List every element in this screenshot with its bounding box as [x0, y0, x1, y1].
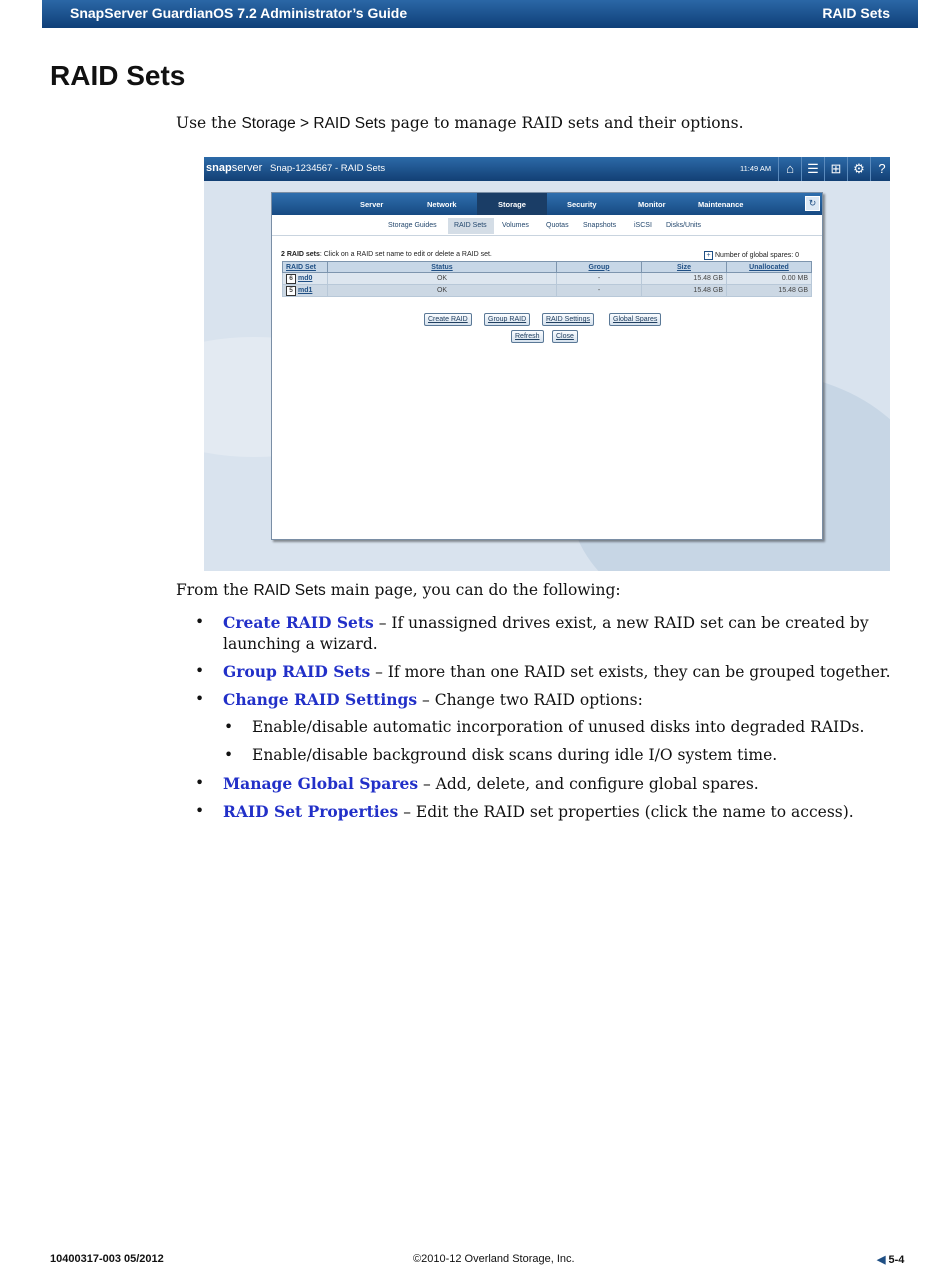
bullet-dot: •: [195, 774, 205, 792]
raid-name-link[interactable]: md0: [298, 274, 313, 282]
clock: 11:49 AM: [740, 164, 772, 173]
logo-rest: server: [231, 162, 263, 174]
raid-sets-window: [271, 192, 823, 540]
bullet-dot: •: [195, 662, 205, 680]
help-icon[interactable]: ?: [870, 157, 890, 181]
raid-sets-screenshot: [204, 157, 890, 571]
nav-network[interactable]: Network: [427, 200, 457, 209]
create-raid-button[interactable]: Create RAID: [424, 313, 472, 326]
header-section: RAID Sets: [822, 5, 890, 21]
bullet-text: – If more than one RAID set exists, they can be grouped together.: [370, 663, 891, 681]
table-header: [283, 262, 812, 273]
sub-bullet-disk-scans: [224, 745, 778, 766]
home-icon[interactable]: ⌂: [778, 157, 801, 181]
bullet-text: – Change two RAID options:: [417, 691, 643, 709]
subnav-snapshots[interactable]: Snapshots: [583, 222, 617, 229]
gear-icon[interactable]: ⚙: [847, 157, 870, 181]
intro-paragraph: [176, 114, 744, 133]
raid-level-icon: 5: [286, 286, 296, 296]
sub-bullet-auto-incorporation: [224, 717, 865, 738]
bullet-text: – Add, delete, and configure global spares.: [418, 775, 759, 793]
from-raid-sets: RAID Sets: [253, 582, 326, 599]
bullet-dot: •: [224, 718, 234, 736]
bullet-text: Enable/disable automatic incorporation of unused disks into degraded RAIDs.: [252, 718, 865, 736]
server-icon[interactable]: ☰: [801, 157, 824, 181]
row-status: OK: [328, 273, 557, 285]
snapserver-logo: [206, 162, 262, 174]
nav-monitor[interactable]: Monitor: [638, 200, 666, 209]
window-title: Snap-1234567 - RAID Sets: [270, 163, 386, 174]
page-header: [42, 0, 918, 28]
nav-storage[interactable]: Storage: [498, 200, 526, 209]
close-button[interactable]: Close: [552, 330, 578, 343]
network-icon[interactable]: ⊞: [824, 157, 847, 181]
nav-security[interactable]: Security: [567, 200, 597, 209]
row-unallocated: 15.48 GB: [727, 285, 812, 297]
intro-pre: Use the: [176, 114, 242, 132]
subnav-iscsi[interactable]: iSCSI: [634, 222, 652, 229]
group-raid-link[interactable]: Group RAID Sets: [223, 662, 371, 681]
create-raid-link[interactable]: Create RAID Sets: [223, 613, 374, 632]
bullet-dot: •: [195, 613, 205, 631]
prev-page-icon[interactable]: ◀: [877, 1254, 886, 1266]
raid-count-bold: 2 RAID sets: [281, 251, 320, 258]
global-spares-count[interactable]: [704, 251, 799, 260]
row-status: OK: [328, 285, 557, 297]
bullet-dot: •: [224, 746, 234, 764]
bullet-change-settings: [195, 689, 643, 711]
page-title: RAID Sets: [50, 60, 186, 91]
subnav-quotas[interactable]: Quotas: [546, 222, 569, 229]
col-group[interactable]: Group: [557, 262, 642, 273]
bullet-create-raid: [195, 612, 869, 655]
subnav-volumes[interactable]: Volumes: [502, 222, 529, 229]
bullet-text: – If unassigned drives exist, a new RAID set can be created by: [373, 614, 869, 632]
nav-server[interactable]: Server: [360, 200, 384, 209]
logo-bold: snap: [206, 162, 232, 174]
refresh-button[interactable]: Refresh: [511, 330, 544, 343]
intro-post: page to manage RAID sets and their options.: [385, 114, 744, 132]
subnav-disks-units[interactable]: Disks/Units: [666, 222, 702, 229]
change-raid-settings-link[interactable]: Change RAID Settings: [223, 690, 418, 709]
sub-nav: [272, 215, 822, 236]
bullet-text: Enable/disable background disk scans during idle I/O system time.: [252, 746, 778, 764]
row-unallocated: 0.00 MB: [727, 273, 812, 285]
manage-global-spares-link[interactable]: Manage Global Spares: [223, 774, 419, 793]
subnav-storage-guides[interactable]: Storage Guides: [388, 222, 437, 229]
raid-count: [281, 251, 492, 258]
subnav-raid-sets[interactable]: RAID Sets: [454, 222, 487, 229]
raid-sets-table: [282, 261, 812, 297]
bullet-global-spares: [195, 773, 759, 795]
refresh-icon[interactable]: ↻: [805, 196, 820, 211]
footer-page-number: 5-4: [888, 1254, 905, 1266]
raid-set-properties-link[interactable]: RAID Set Properties: [223, 802, 399, 821]
table-row: [283, 273, 812, 285]
plus-icon[interactable]: +: [704, 251, 713, 260]
bullet-text-cont: launching a wizard.: [223, 635, 378, 653]
bullet-text: – Edit the RAID set properties (click the name to access).: [398, 803, 854, 821]
bullet-raid-properties: [195, 801, 854, 823]
col-status[interactable]: Status: [328, 262, 557, 273]
col-unallocated[interactable]: Unallocated: [727, 262, 812, 273]
bullet-dot: •: [195, 690, 205, 708]
raid-settings-button[interactable]: RAID Settings: [542, 313, 594, 326]
header-doc-title: SnapServer GuardianOS 7.2 Administrator’s Guide: [70, 5, 408, 21]
footer-page[interactable]: [877, 1253, 904, 1266]
row-size: 15.48 GB: [642, 285, 727, 297]
raid-level-icon: 6: [286, 274, 296, 284]
global-spares-button[interactable]: Global Spares: [609, 313, 661, 326]
footer-copyright: ©2010-12 Overland Storage, Inc.: [413, 1253, 575, 1265]
global-spares-label: Number of global spares: 0: [715, 252, 800, 259]
bullet-dot: •: [195, 802, 205, 820]
nav-maintenance[interactable]: Maintenance: [698, 200, 744, 209]
raid-name-link[interactable]: md1: [298, 286, 313, 294]
bullet-group-raid: [195, 661, 891, 683]
from-paragraph: [176, 581, 621, 600]
app-topbar: [204, 157, 890, 181]
col-size[interactable]: Size: [642, 262, 727, 273]
from-post: main page, you can do the following:: [325, 581, 621, 599]
group-raid-button[interactable]: Group RAID: [484, 313, 530, 326]
intro-path: Storage > RAID Sets: [241, 115, 386, 132]
from-pre: From the: [176, 581, 254, 599]
raid-count-text: : Click on a RAID set name to edit or delete a RAID set.: [319, 251, 492, 258]
row-group: -: [557, 285, 642, 297]
main-nav: [272, 193, 822, 215]
footer-doc-number: 10400317-003 05/2012: [50, 1253, 164, 1265]
row-group: -: [557, 273, 642, 285]
table-row: [283, 285, 812, 297]
row-size: 15.48 GB: [642, 273, 727, 285]
col-raid-set[interactable]: RAID Set: [283, 262, 328, 273]
